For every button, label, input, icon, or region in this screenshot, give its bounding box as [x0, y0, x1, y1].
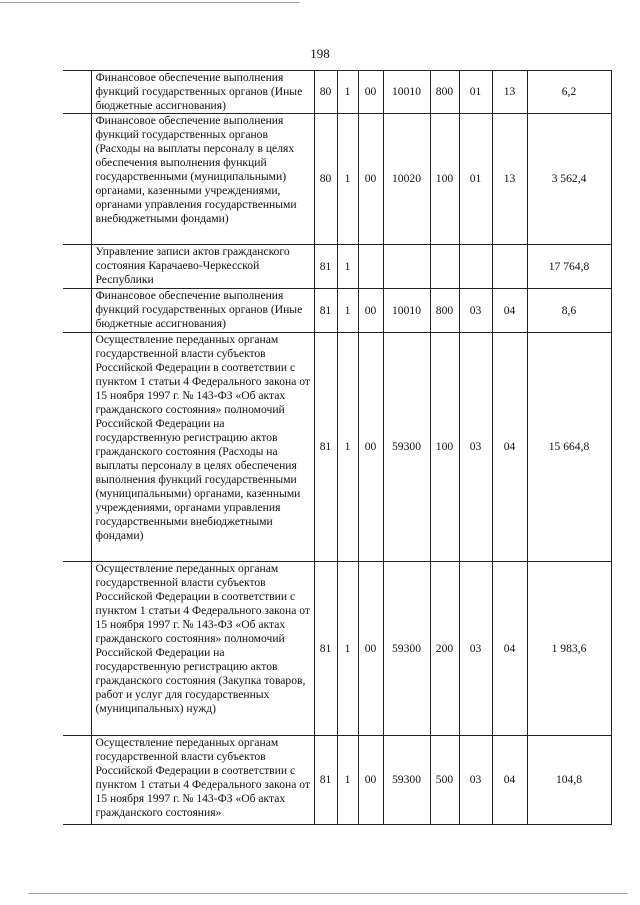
row-name: Финансовое обеспечение выполнения функций государственных органов (Иные бюджетные ассигнования): [91, 289, 314, 333]
cell-pr: 00: [358, 71, 383, 114]
cell-c8: [492, 245, 527, 289]
table-row: [63, 245, 611, 289]
cell-pr: 00: [358, 114, 383, 245]
cell-csr: 10010: [383, 289, 430, 333]
row-name: Финансовое обеспечение выполнения функций государственных органов (Расходы на выплаты персоналу в целях обеспечения выполнения функций государственными (муниципальными) органами, казенными учреждениями, органами управления государственными внебюджетными фондами): [91, 114, 314, 245]
cell-c7: [459, 245, 492, 289]
cell-vr: 200: [430, 562, 459, 736]
cell-amount: 8,6: [527, 289, 611, 333]
cell-amount: 3 562,4: [527, 114, 611, 245]
cell-rz: 1: [337, 289, 358, 333]
cell-csr: 59300: [383, 562, 430, 736]
cell-c7: 03: [459, 562, 492, 736]
cell-c7: 03: [459, 289, 492, 333]
cell-c7: 01: [459, 71, 492, 114]
cell-ved: 81: [314, 562, 337, 736]
cell-c8: 13: [492, 114, 527, 245]
cell-c7: 01: [459, 114, 492, 245]
table-row: [63, 736, 611, 825]
cell-c8: 13: [492, 71, 527, 114]
cell-c7: 03: [459, 333, 492, 562]
cell-rz: 1: [337, 736, 358, 825]
table-row: [63, 562, 611, 736]
row-name: Осуществление переданных органам государственной власти субъектов Российской Федерации в соответствии с пунктом 1 статьи 4 Федерального закона от 15 ноября 1997 г. № 143-ФЗ «Об актах гражданского состояния» полномочий Российской Федерации на государственную регистрацию актов гражданского состояния (Закупка товаров, работ и услуг для государственных (муниципальных) нужд): [91, 562, 314, 736]
cell-c8: 04: [492, 562, 527, 736]
cell-pr: 00: [358, 289, 383, 333]
cell-ved: 81: [314, 736, 337, 825]
table-row: [63, 114, 611, 245]
cell-vr: 100: [430, 114, 459, 245]
cell-csr: 10020: [383, 114, 430, 245]
table-row: [63, 333, 611, 562]
cell-amount: 6,2: [527, 71, 611, 114]
cell-pr: 00: [358, 736, 383, 825]
row-name: Финансовое обеспечение выполнения функций государственных органов (Иные бюджетные ассигнования): [91, 71, 314, 114]
cell-vr: 800: [430, 71, 459, 114]
page-number: 198: [310, 46, 330, 61]
cell-amount: 1 983,6: [527, 562, 611, 736]
cell-vr: [430, 245, 459, 289]
row-name: Осуществление переданных органам государственной власти субъектов Российской Федерации в соответствии с пунктом 1 статьи 4 Федерального закона от 15 ноября 1997 г. № 143-ФЗ «Об актах гражданского состояния»: [91, 736, 314, 825]
cell-rz: 1: [337, 114, 358, 245]
cell-c8: 04: [492, 289, 527, 333]
cell-csr: 59300: [383, 333, 430, 562]
cell-csr: [383, 245, 430, 289]
scan-artifact-bottom: [28, 893, 628, 894]
cell-rz: 1: [337, 562, 358, 736]
cell-csr: 10010: [383, 71, 430, 114]
scan-artifact-top: [0, 2, 300, 3]
table-row: [63, 289, 611, 333]
cell-c8: 04: [492, 333, 527, 562]
cell-pr: [358, 245, 383, 289]
cell-vr: 800: [430, 289, 459, 333]
cell-vr: 100: [430, 333, 459, 562]
cell-ved: 80: [314, 114, 337, 245]
cell-c7: 03: [459, 736, 492, 825]
row-name: Осуществление переданных органам государственной власти субъектов Российской Федерации в соответствии с пунктом 1 статьи 4 Федерального закона от 15 ноября 1997 г. № 143-ФЗ «Об актах гражданского состояния» полномочий Российской Федерации на государственную регистрацию актов гражданского состояния (Расходы на выплаты персоналу в целях обеспечения выполнения функций государственными (муниципальными) органами, казенными учреждениями, органами управления государственными внебюджетными фондами): [91, 333, 314, 562]
row-name: Управление записи актов гражданского состояния Карачаево-Черкесской Республики: [91, 245, 314, 289]
cell-amount: 15 664,8: [527, 333, 611, 562]
cell-vr: 500: [430, 736, 459, 825]
cell-pr: 00: [358, 562, 383, 736]
cell-rz: 1: [337, 245, 358, 289]
cell-ved: 80: [314, 71, 337, 114]
cell-amount: 104,8: [527, 736, 611, 825]
cell-rz: 1: [337, 333, 358, 562]
cell-csr: 59300: [383, 736, 430, 825]
cell-ved: 81: [314, 245, 337, 289]
cell-pr: 00: [358, 333, 383, 562]
cell-ved: 81: [314, 289, 337, 333]
table-row: [63, 71, 611, 114]
cell-ved: 81: [314, 333, 337, 562]
cell-c8: 04: [492, 736, 527, 825]
cell-rz: 1: [337, 71, 358, 114]
budget-table: [63, 70, 612, 825]
cell-amount: 17 764,8: [527, 245, 611, 289]
